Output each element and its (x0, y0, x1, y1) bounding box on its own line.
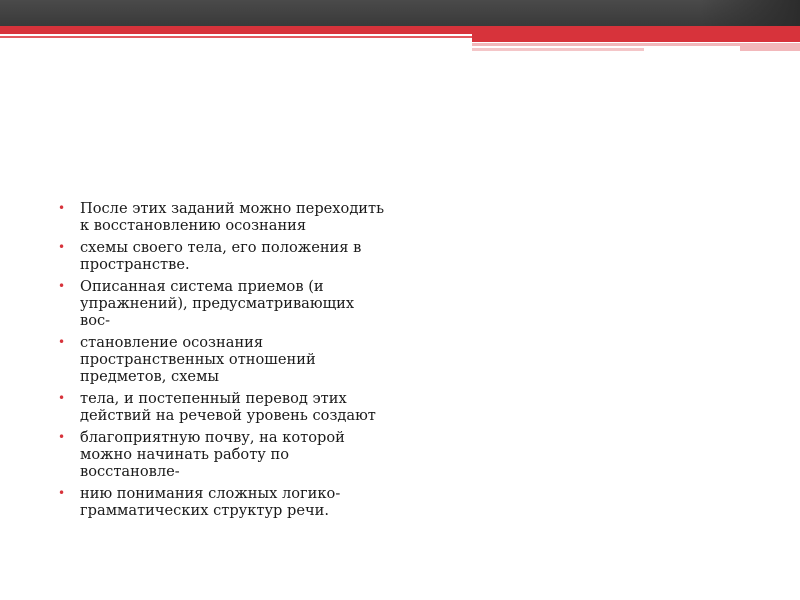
list-item (58, 278, 388, 329)
header-bar (0, 0, 800, 26)
list-item (58, 485, 388, 519)
list-item (58, 239, 388, 273)
bullet-dot-icon: • (58, 486, 66, 500)
list-item-text: тела, и постепенный перевод этих действий на речевой уровень создают (80, 390, 376, 424)
accent-stripe-light-short (472, 48, 644, 51)
bullet-dot-icon: • (58, 335, 66, 349)
list-item-text: нию понимания сложных логико-грамматических структур речи. (80, 485, 341, 519)
bullet-dot-icon: • (58, 391, 66, 405)
accent-stripe-right (472, 34, 800, 42)
list-item (58, 390, 388, 424)
list-item (58, 200, 388, 234)
accent-stripe-light-end (740, 43, 800, 51)
slide-body (58, 200, 388, 524)
header-bar-fade (700, 0, 800, 26)
list-item-text: становление осознания пространственных отношений предметов, схемы (80, 334, 316, 385)
accent-stripe-thin (0, 36, 472, 38)
bullet-list (58, 200, 388, 519)
accent-stripe (0, 26, 800, 34)
list-item-text: После этих заданий можно переходить к восстановлению осознания (80, 200, 385, 234)
bullet-dot-icon: • (58, 240, 66, 254)
list-item (58, 334, 388, 385)
list-item-text: Описанная система приемов (и упражнений), предусматривающих вос- (80, 278, 355, 329)
list-item (58, 429, 388, 480)
bullet-dot-icon: • (58, 201, 66, 215)
list-item-text: благоприятную почву, на которой можно начинать работу по восстановле- (80, 429, 345, 480)
bullet-dot-icon: • (58, 430, 66, 444)
list-item-text: схемы своего тела, его положения в пространстве. (80, 239, 362, 273)
bullet-dot-icon: • (58, 279, 66, 293)
